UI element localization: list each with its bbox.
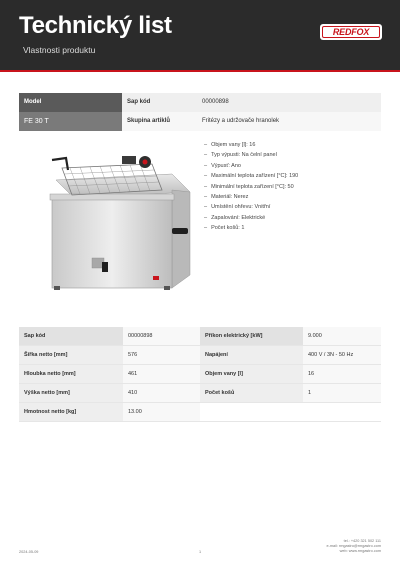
- spec-label: Počet košů: [200, 384, 303, 402]
- model-value: FE 30 T: [19, 112, 122, 131]
- spec-value: 13.00: [123, 403, 200, 421]
- spec-label: Hmotnost netto [kg]: [19, 403, 123, 421]
- table-row: [19, 327, 381, 346]
- product-image: [22, 140, 202, 300]
- spec-value: 9.000: [303, 327, 381, 345]
- spec-value: 410: [123, 384, 200, 402]
- feature-item: – Minimální teplota zařízení [°C]: 50: [204, 182, 298, 192]
- page-title: Technický list: [19, 12, 172, 39]
- spec-label: Výška netto [mm]: [19, 384, 123, 402]
- spec-value: 00000898: [123, 327, 200, 345]
- spec-label: Hloubka netto [mm]: [19, 365, 123, 383]
- table-row: [19, 365, 381, 384]
- table-row: [19, 403, 381, 422]
- spec-value: 400 V / 3N - 50 Hz: [303, 346, 381, 364]
- spec-label: Sap kód: [19, 327, 123, 345]
- footer-date: 2024-05-09: [19, 550, 39, 554]
- model-label: Model: [19, 93, 122, 112]
- contact-phone: tel.: +420 321 502 111: [343, 539, 381, 543]
- contact-web: web: www.rmgastro.com: [339, 549, 381, 554]
- logo-text: REDFOX: [322, 26, 380, 38]
- page-subtitle: Vlastnosti produktu: [23, 45, 96, 55]
- feature-item: – Výpusť: Ano: [204, 161, 298, 171]
- feature-item: – Materiál: Nerez: [204, 192, 298, 202]
- spec-label: Napájení: [200, 346, 303, 364]
- spec-label: Objem vany [l]: [200, 365, 303, 383]
- page-number: 1: [199, 550, 202, 554]
- feature-item: – Typ výpusti: Na čelní panel: [204, 150, 298, 160]
- redfox-logo: [320, 24, 382, 40]
- feature-item: – Zapalování: Elektrické: [204, 213, 298, 223]
- sap-label: Sap kód: [122, 93, 197, 112]
- spec-value: 16: [303, 365, 381, 383]
- spec-label: Šířka netto [mm]: [19, 346, 123, 364]
- spec-table: [19, 327, 381, 422]
- feature-item: – Maximální teplota zařízení [°C]: 190: [204, 171, 298, 181]
- table-row: [19, 384, 381, 403]
- contact-info: [327, 539, 382, 555]
- spec-value: 461: [123, 365, 200, 383]
- feature-item: – Umístění ohřevu: Vnitřní: [204, 202, 298, 212]
- group-value: Fritézy a udržovače hranolek: [197, 112, 381, 131]
- sap-value: 00000898: [197, 93, 381, 112]
- spec-value: 576: [123, 346, 200, 364]
- feature-item: – Objem vany [l]: 16: [204, 140, 298, 150]
- table-row: [19, 346, 381, 365]
- header-accent-bar: [0, 70, 400, 72]
- feature-list: [204, 140, 298, 234]
- page-header: [0, 0, 400, 70]
- spec-value: 1: [303, 384, 381, 402]
- feature-item: – Počet košů: 1: [204, 223, 298, 233]
- product-info-table: [19, 93, 381, 131]
- contact-email: e-mail: rmgastro@rmgastro.com: [326, 544, 381, 549]
- spec-label: Příkon elektrický [kW]: [200, 327, 303, 345]
- group-label: Skupina artiklů: [122, 112, 197, 131]
